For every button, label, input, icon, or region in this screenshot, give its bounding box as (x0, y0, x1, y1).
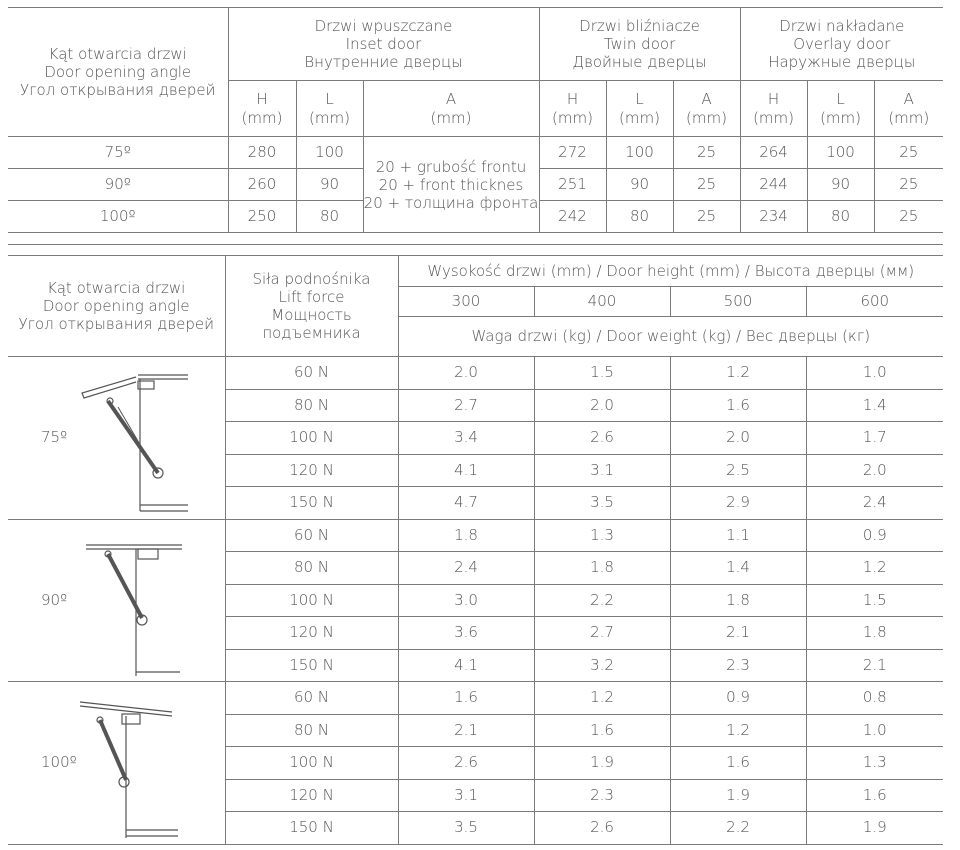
angle-cell: 100º (8, 201, 228, 233)
table-divider (8, 244, 943, 245)
header-line: Мощность (271, 306, 352, 324)
force-cell: 120 N (225, 454, 398, 487)
col-letter: H (566, 89, 579, 108)
weight-cell: 1.6 (670, 389, 806, 422)
col-a (874, 81, 943, 137)
door-dimensions-table (8, 7, 943, 233)
value-cell: 90 (296, 169, 363, 201)
weight-cell: 3.2 (534, 649, 670, 682)
weight-cell: 3.5 (534, 487, 670, 520)
weight-cell: 0.9 (806, 519, 943, 552)
col-h (228, 81, 296, 137)
weight-cell: 3.1 (534, 454, 670, 487)
weight-cell: 4.1 (398, 649, 534, 682)
col-unit: (mm) (309, 108, 350, 127)
value-cell: 80 (807, 201, 874, 233)
force-cell: 120 N (225, 617, 398, 650)
height-cell: 300 (398, 287, 534, 317)
angle-cell (8, 519, 225, 682)
header-line: Двойные дверцы (572, 53, 707, 71)
door-weight-header: Waga drzwi (kg) / Door weight (kg) / Вес дверцы (кг) (398, 317, 943, 357)
force-cell: 100 N (225, 584, 398, 617)
col-letter: A (701, 89, 712, 108)
value-cell: 264 (740, 137, 807, 169)
weight-cell: 3.1 (398, 779, 534, 812)
angle-cell: 90º (8, 169, 228, 201)
door-height-header: Wysokość drzwi (mm) / Door height (mm) / Высота дверцы (мм) (398, 256, 943, 287)
header-line: Overlay door (793, 35, 891, 53)
inset-a-formula (363, 137, 539, 233)
weight-cell: 2.9 (670, 487, 806, 520)
inset-door-header (228, 8, 539, 81)
weight-cell: 1.0 (806, 714, 943, 747)
header-line: Kąt otwarcia drzwi (48, 45, 187, 63)
weight-cell: 2.1 (670, 617, 806, 650)
weight-cell: 1.6 (534, 714, 670, 747)
weight-cell: 1.2 (534, 682, 670, 715)
angle-label: 100º (41, 753, 77, 772)
header-line: Наружные дверцы (768, 53, 916, 71)
table-row (8, 519, 943, 552)
weight-cell: 2.6 (534, 422, 670, 455)
weight-cell: 2.1 (398, 714, 534, 747)
lift-mechanism-100-icon (78, 690, 198, 838)
value-cell: 90 (807, 169, 874, 201)
header-line: подъемника (262, 324, 361, 342)
angle-header (8, 8, 228, 137)
lift-force-table (8, 255, 943, 845)
weight-cell: 1.2 (670, 357, 806, 390)
force-cell: 120 N (225, 779, 398, 812)
angle-label: 90º (41, 590, 68, 609)
weight-cell: 1.3 (806, 747, 943, 780)
value-cell: 100 (606, 137, 673, 169)
value-cell: 90 (606, 169, 673, 201)
value-cell: 80 (296, 201, 363, 233)
weight-cell: 1.1 (670, 519, 806, 552)
value-cell: 272 (539, 137, 606, 169)
weight-cell: 4.1 (398, 454, 534, 487)
value-cell: 260 (228, 169, 296, 201)
header-line: Kąt otwarcia drzwi (47, 279, 186, 297)
lift-mechanism-90-icon (78, 528, 198, 676)
weight-cell: 2.7 (534, 617, 670, 650)
formula-line: 20 + front thicknes (378, 175, 524, 194)
force-cell: 100 N (225, 422, 398, 455)
weight-cell: 2.2 (670, 812, 806, 845)
weight-cell: 2.7 (398, 389, 534, 422)
col-a (363, 81, 539, 137)
weight-cell: 1.4 (806, 389, 943, 422)
force-cell: 80 N (225, 714, 398, 747)
weight-cell: 2.5 (670, 454, 806, 487)
height-cell: 600 (806, 287, 943, 317)
header-line: Twin door (603, 35, 676, 53)
col-unit: (mm) (686, 108, 727, 127)
weight-cell: 2.4 (398, 552, 534, 585)
col-letter: A (903, 89, 914, 108)
force-cell: 100 N (225, 747, 398, 780)
weight-cell: 2.4 (806, 487, 943, 520)
angle-header (8, 256, 225, 357)
header-line: Внутренние дверцы (304, 53, 463, 71)
header-line: Drzwi nakładane (779, 17, 905, 35)
table-row (8, 357, 943, 390)
value-cell: 251 (539, 169, 606, 201)
col-l (606, 81, 673, 137)
weight-cell: 3.0 (398, 584, 534, 617)
force-cell: 60 N (225, 357, 398, 390)
col-l (807, 81, 874, 137)
force-cell: 150 N (225, 487, 398, 520)
weight-cell: 2.0 (806, 454, 943, 487)
weight-cell: 1.5 (806, 584, 943, 617)
weight-cell: 2.3 (534, 779, 670, 812)
weight-cell: 1.2 (670, 714, 806, 747)
value-cell: 234 (740, 201, 807, 233)
value-cell: 25 (673, 137, 740, 169)
header-line: Lift force (278, 288, 345, 306)
force-cell: 150 N (225, 812, 398, 845)
weight-cell: 1.6 (670, 747, 806, 780)
value-cell: 25 (673, 169, 740, 201)
weight-cell: 1.9 (670, 779, 806, 812)
twin-door-header (539, 8, 740, 81)
weight-cell: 2.3 (670, 649, 806, 682)
value-cell: 80 (606, 201, 673, 233)
header-line: Угол открывания дверей (20, 81, 216, 99)
force-cell: 60 N (225, 682, 398, 715)
table-row (8, 682, 943, 715)
header-line: Door opening angle (44, 63, 192, 81)
height-cell: 500 (670, 287, 806, 317)
col-letter: H (256, 89, 268, 108)
weight-cell: 2.0 (398, 357, 534, 390)
lift-mechanism-75-icon (78, 365, 198, 513)
header-line: Drzwi bliźniacze (579, 17, 700, 35)
weight-cell: 3.5 (398, 812, 534, 845)
weight-cell: 4.7 (398, 487, 534, 520)
col-letter: A (445, 89, 457, 108)
weight-cell: 1.6 (398, 682, 534, 715)
force-cell: 60 N (225, 519, 398, 552)
value-cell: 25 (673, 201, 740, 233)
weight-cell: 1.7 (806, 422, 943, 455)
weight-cell: 1.6 (806, 779, 943, 812)
col-unit: (mm) (552, 108, 593, 127)
weight-cell: 1.9 (806, 812, 943, 845)
weight-cell: 2.6 (534, 812, 670, 845)
force-cell: 80 N (225, 389, 398, 422)
col-a (673, 81, 740, 137)
col-unit: (mm) (753, 108, 794, 127)
weight-cell: 1.8 (806, 617, 943, 650)
weight-cell: 2.1 (806, 649, 943, 682)
height-cell: 400 (534, 287, 670, 317)
weight-cell: 1.8 (670, 584, 806, 617)
value-cell: 100 (296, 137, 363, 169)
header-line: Door opening angle (42, 297, 190, 315)
table-row (8, 137, 943, 169)
weight-cell: 2.0 (670, 422, 806, 455)
weight-cell: 1.5 (534, 357, 670, 390)
weight-cell: 2.0 (534, 389, 670, 422)
weight-cell: 2.6 (398, 747, 534, 780)
value-cell: 100 (807, 137, 874, 169)
weight-cell: 0.8 (806, 682, 943, 715)
weight-cell: 1.8 (398, 519, 534, 552)
value-cell: 280 (228, 137, 296, 169)
col-unit: (mm) (888, 108, 930, 127)
weight-cell: 1.3 (534, 519, 670, 552)
col-l (296, 81, 363, 137)
weight-cell: 2.2 (534, 584, 670, 617)
angle-cell (8, 682, 225, 845)
col-h (740, 81, 807, 137)
formula-line: 20 + толщина фронта (363, 193, 539, 212)
col-letter: H (767, 89, 780, 108)
col-h (539, 81, 606, 137)
col-unit: (mm) (820, 108, 861, 127)
overlay-door-header (740, 8, 943, 81)
value-cell: 25 (874, 169, 943, 201)
weight-cell: 1.0 (806, 357, 943, 390)
weight-cell: 1.8 (534, 552, 670, 585)
col-unit: (mm) (619, 108, 660, 127)
weight-cell: 1.2 (806, 552, 943, 585)
value-cell: 250 (228, 201, 296, 233)
force-cell: 80 N (225, 552, 398, 585)
col-unit: (mm) (241, 108, 283, 127)
weight-cell: 0.9 (670, 682, 806, 715)
col-letter: L (836, 89, 845, 108)
header-line: Drzwi wpuszczane (314, 17, 453, 35)
force-cell: 150 N (225, 649, 398, 682)
angle-label: 75º (41, 428, 68, 447)
col-letter: L (325, 89, 334, 108)
value-cell: 25 (874, 137, 943, 169)
header-line: Siła podnośnika (252, 270, 371, 288)
value-cell: 25 (874, 201, 943, 233)
weight-cell: 3.4 (398, 422, 534, 455)
formula-line: 20 + grubość frontu (375, 157, 527, 176)
angle-cell (8, 357, 225, 520)
col-letter: L (635, 89, 644, 108)
header-line: Угол открывания дверей (18, 315, 214, 333)
value-cell: 244 (740, 169, 807, 201)
weight-cell: 1.9 (534, 747, 670, 780)
header-line: Inset door (345, 35, 422, 53)
value-cell: 242 (539, 201, 606, 233)
weight-cell: 3.6 (398, 617, 534, 650)
angle-cell: 75º (8, 137, 228, 169)
weight-cell: 1.4 (670, 552, 806, 585)
col-unit: (mm) (430, 108, 472, 127)
lift-force-header (225, 256, 398, 357)
